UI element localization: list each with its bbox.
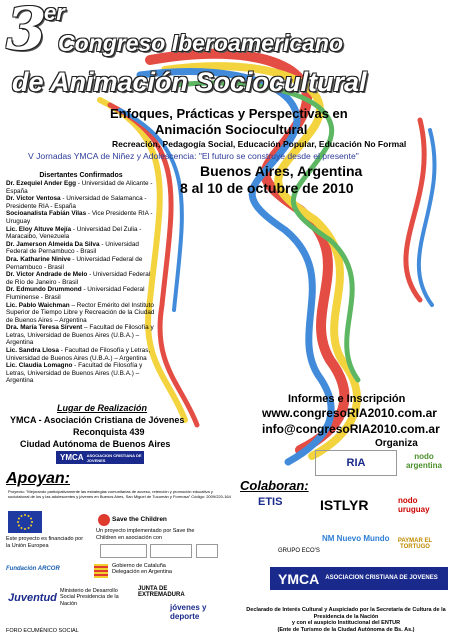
speaker-name: Dra. María Teresa Sirvent	[6, 324, 83, 332]
eu-star	[30, 518, 32, 520]
speaker-name: Lic. Sandra Llosa	[6, 347, 59, 355]
speaker-detail: - Facultad de Filosofía y Letras, Universidad de Buenos Aires (U.B.A.) – Argentina	[6, 362, 143, 385]
partner-logo-1	[100, 544, 147, 558]
speaker-detail: - Universidad de Alicante - España	[6, 180, 153, 195]
website-link[interactable]: www.congresoRIA2010.com.ar	[262, 406, 437, 420]
ymca-logo	[270, 567, 448, 590]
speaker-item	[6, 256, 156, 271]
eu-star	[18, 518, 20, 520]
catalunya-text: Gobierno de Cataluña Delegación en Argentina	[112, 563, 172, 576]
speaker-name: Dra. Katharine Ninive	[6, 255, 71, 263]
speaker-detail: - Universidad Del Zulia - Maracaibo, Venezuela	[6, 225, 142, 241]
eu-star	[28, 527, 30, 529]
paymar-logo: PAYMAR EL TORTUGO	[397, 538, 433, 550]
speaker-name: Socioanalista Fabián Vilas	[6, 210, 87, 218]
eu-star	[21, 515, 23, 517]
speaker-name: Lic. Eloy Altuve Mejía	[6, 225, 72, 233]
speaker-item	[6, 302, 156, 325]
speaker-name: Lic. Claudia Lomagno	[6, 362, 73, 370]
save-the-children-icon	[98, 514, 110, 526]
venue-line2: Reconquista 439	[73, 427, 145, 437]
declaration-line3: (Ente de Turismo de la Ciudad Autónoma de Bs. As.)	[277, 626, 415, 633]
dates: 8 al 10 de octubre de 2010	[180, 180, 354, 196]
stc-name: Save the Children	[112, 516, 167, 523]
eu-star	[28, 515, 30, 517]
jornadas-text: V Jornadas YMCA de Niñez y Adolescencia: "El futuro se construye desde el presente"	[28, 151, 359, 161]
location: Buenos Aires, Argentina	[200, 163, 363, 179]
etis-logo: ETIS	[258, 496, 283, 508]
speaker-detail: - Universidad Federal de Pernambuco - Brasil	[6, 255, 143, 271]
eu-flag-icon	[8, 511, 42, 533]
declaration	[242, 607, 450, 633]
email-link[interactable]: info@congresoRIA2010.com.ar	[262, 422, 440, 436]
speaker-detail: - Universidad Federal Fluminense - Brasil	[6, 286, 145, 301]
ministerio-text: Ministerio de Desarrollo Social Presidencia de la Nación	[60, 588, 119, 607]
subtitle-line1: Enfoques, Prácticas y Perspectivas en	[110, 106, 348, 121]
speaker-detail: - Facultad de Filosofía y Letras, Universidad de Buenos Aires (U.B.A.) – Argentina	[6, 347, 151, 362]
venue-line3: Ciudad Autónoma de Buenos Aires	[20, 439, 171, 449]
speaker-item	[6, 324, 156, 347]
venue-line1: YMCA - Asociación Cristiana de Jóvenes	[10, 415, 185, 425]
venue-heading: Lugar de Realización	[57, 403, 148, 413]
speaker-name: Dr. Victor Andrade de Melo	[6, 271, 88, 279]
speaker-item	[6, 180, 156, 195]
catalunya-flag-icon	[94, 564, 108, 578]
speaker-detail: - Universidad de Salamanca - Presidente RIA - España	[6, 195, 147, 210]
eu-star	[24, 528, 26, 530]
speaker-item	[6, 226, 156, 241]
nodo-argentina-logo: nodo argentina	[405, 452, 442, 470]
apoyan-heading: Apoyan:	[6, 470, 70, 487]
speakers-heading: Disertantes Confirmados	[39, 172, 123, 179]
extremadura-text: JUNTA DE EXTREMADURA	[138, 586, 185, 598]
ymca-logo-main: YMCA	[278, 570, 320, 587]
speaker-name: Dr. Jamerson Almeida Da Silva	[6, 240, 100, 248]
partner-logo-2	[150, 544, 192, 558]
speaker-item	[6, 210, 156, 225]
speaker-item	[6, 362, 156, 385]
nodo-uruguay-logo: nodo uruguay	[398, 496, 430, 514]
speaker-detail: – Facultad de Filosofía y Letras, Universidad de Buenos Aires (U.B.A.) – Argentina	[6, 324, 154, 347]
speaker-name: Dr. Victor Ventosa	[6, 195, 61, 203]
colaboran-heading: Colaboran:	[240, 478, 309, 493]
title-line2: de Animación Sociocultural	[12, 67, 367, 97]
project-text: Proyecto: "Mejorando participativamente las estrategias comunitarias de acceso, retención y promoción educativa y sociolaboral de los y las adolescentes y jóvenes en Buenos Aires, San Miguel de Tucumán y Formosa" Código: 2009/220-164	[8, 489, 231, 499]
foro-text: FORO ECUMÉNICO SOCIAL	[6, 628, 79, 634]
speaker-name: Dr. Edmundo Drummond	[6, 286, 82, 294]
ymca-logo-sub: ASOCIACION CRISTIANA DE JOVENES	[86, 452, 142, 463]
speaker-item	[6, 271, 156, 286]
arcor-logo: Fundación ARCOR	[6, 566, 60, 572]
eu-star	[21, 527, 23, 529]
speaker-detail: - Vice Presidente RIA - Uruguay	[6, 210, 153, 225]
speaker-detail: – Rector Emérito del Instituto Superior de Tiempo Libre y Recreación de la Ciudad de Buenos Aires – Argentina	[6, 301, 155, 324]
eu-star	[18, 525, 20, 527]
nuevo-mundo-logo: NM Nuevo Mundo	[322, 534, 390, 543]
ria-logo: RIA	[315, 450, 397, 476]
eu-star	[31, 521, 33, 523]
speakers-list	[6, 172, 156, 385]
istlyr-logo: ISTLYR	[320, 497, 369, 513]
declaration-line1: Declarado de Interés Cultural y Auspiciado por la Secretaría de Cultura de la Presidencia de la Nación	[246, 607, 446, 620]
organiza-heading: Organiza	[375, 438, 418, 449]
speaker-name: Lic. Pablo Waichman	[6, 301, 70, 309]
speaker-item	[6, 286, 156, 301]
title-line1: Congreso Iberoamericano	[58, 30, 344, 56]
speaker-detail: - Universidad Federal de Pernambuco - Brasil	[6, 240, 139, 256]
eu-star	[30, 525, 32, 527]
subtitle-line2: Animación Sociocultural	[155, 122, 308, 137]
edition-suffix: er	[44, 0, 65, 25]
info-heading: Informes e Inscripción	[288, 393, 406, 405]
speaker-item	[6, 347, 156, 362]
speaker-item	[6, 241, 156, 256]
eu-text: Este proyecto es financiado por la Unión Europea	[6, 536, 84, 549]
eu-star	[24, 514, 26, 516]
speaker-item	[6, 195, 156, 210]
ymca-logo-text: YMCA	[60, 453, 84, 462]
speaker-detail: - Universidad Federal de Río de Janeiro - Brasil	[6, 271, 151, 286]
venue-ymca-logo	[56, 451, 144, 464]
juventud-logo: Juventud	[8, 592, 57, 604]
edition-number: 3	[6, 0, 47, 63]
stc-text: Un proyecto implementado por Save the Children en asociación con	[96, 528, 195, 541]
declaration-line2: y con el auspicio Institucional del ENTUR	[291, 620, 401, 627]
eu-star	[17, 521, 19, 523]
subtitle-line3: Recreación, Pedagogía Social, Educación Popular, Educación No Formal	[112, 139, 407, 149]
partner-logo-3	[196, 544, 218, 558]
speaker-name: Dr. Ezequiel Ander Egg	[6, 180, 77, 187]
ymca-logo-sub-large: ASOCIACION CRISTIANA DE JOVENES	[325, 575, 438, 581]
jyd-logo: jóvenes y deporte	[170, 603, 207, 621]
grupo-ecos-logo: GRUPO ECO'S	[278, 548, 320, 554]
